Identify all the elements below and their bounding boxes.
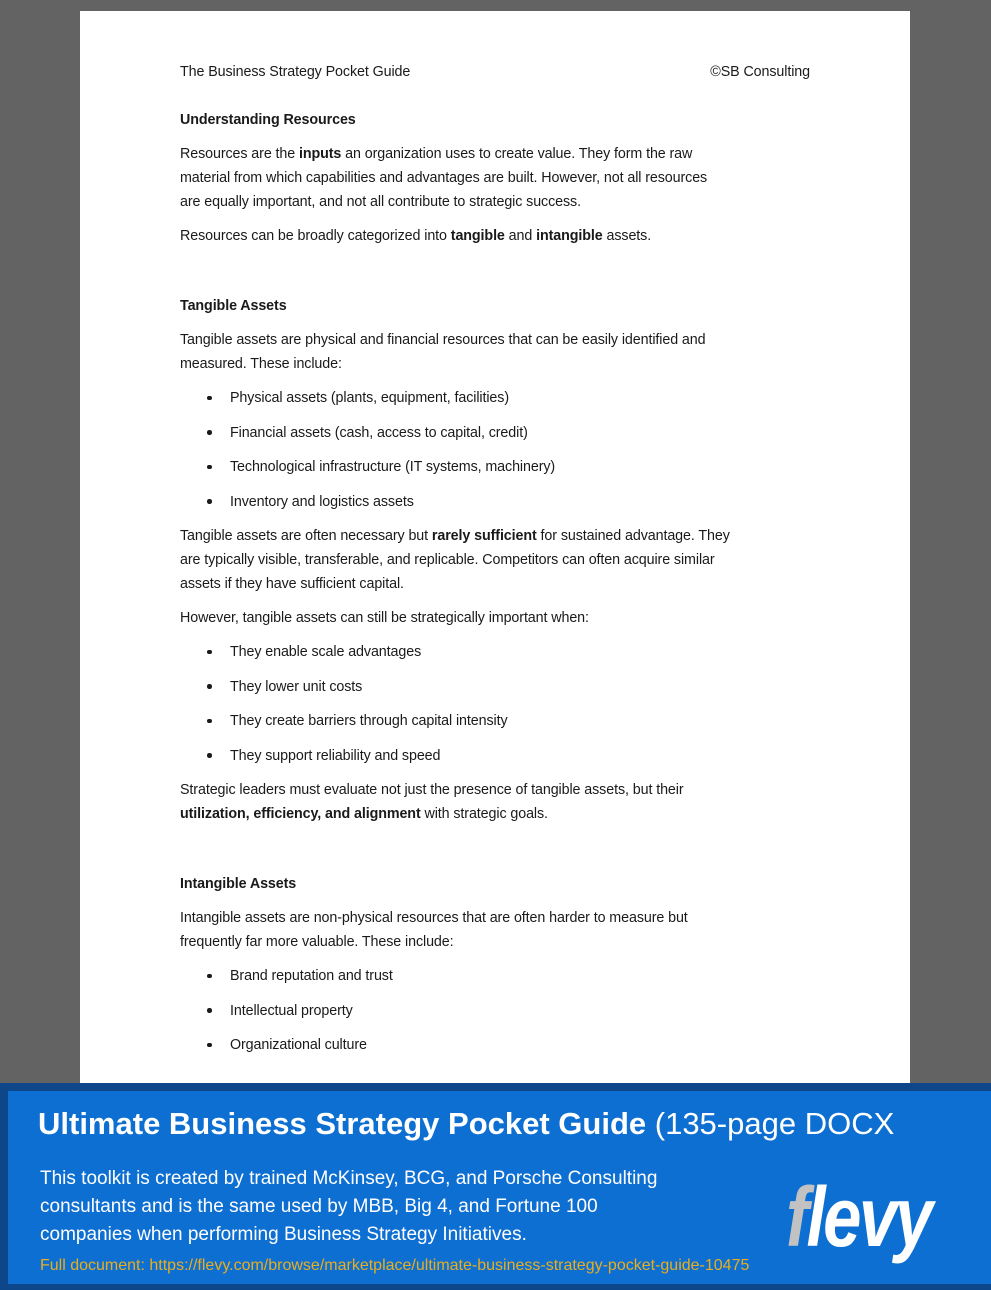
list-item: Technological infrastructure (IT systems, machinery)	[230, 455, 810, 479]
document-header	[180, 60, 810, 84]
banner-title	[38, 1105, 894, 1143]
doc-paragraph	[180, 778, 810, 826]
doc-text-bold: inputs	[299, 146, 342, 162]
doc-text: material from which capabilities and advantages are built. However, not all resources	[180, 170, 708, 186]
doc-spacer	[180, 258, 810, 294]
list-item: Inventory and logistics assets	[230, 490, 810, 514]
flevy-logo	[786, 1170, 931, 1264]
doc-text: Resources can be broadly categorized into	[180, 228, 451, 244]
doc-text: for sustained advantage. They	[536, 528, 730, 544]
list-item: They create barriers through capital intensity	[230, 709, 810, 733]
list-item: Organizational culture	[230, 1033, 810, 1057]
flevy-logo-levy: levy	[806, 1170, 931, 1264]
doc-text: are equally important, and not all contribute to strategic success.	[180, 194, 581, 210]
doc-line	[180, 224, 810, 248]
banner-description-line: consultants and is the same used by MBB, Big 4, and Fortune 100	[40, 1196, 598, 1217]
banner-description	[40, 1165, 657, 1249]
list-item: Financial assets (cash, access to capital, credit)	[230, 421, 810, 445]
document-title: The Business Strategy Pocket Guide	[180, 64, 411, 80]
doc-line	[180, 606, 810, 630]
doc-heading: Understanding Resources	[180, 112, 356, 128]
promo-banner	[0, 1083, 991, 1290]
list-item: They enable scale advantages	[230, 640, 810, 664]
doc-text: However, tangible assets can still be strategically important when:	[180, 610, 589, 626]
doc-text: assets.	[602, 228, 652, 244]
doc-text-bold: utilization, efficiency, and alignment	[180, 806, 421, 822]
doc-line	[180, 778, 810, 802]
list-item: Intellectual property	[230, 999, 810, 1023]
doc-line	[180, 142, 810, 166]
doc-text: with strategic goals.	[420, 806, 548, 822]
doc-paragraph	[180, 906, 810, 954]
bullet-list	[180, 386, 810, 514]
doc-line	[180, 328, 810, 352]
document-content	[80, 11, 910, 1057]
doc-text: Intangible assets are non-physical resources that are often harder to measure but	[180, 910, 688, 926]
list-item: They lower unit costs	[230, 675, 810, 699]
doc-paragraph	[180, 524, 810, 596]
bullet-list	[180, 640, 810, 768]
banner-description-line: This toolkit is created by trained McKinsey, BCG, and Porsche Consulting	[40, 1168, 658, 1189]
doc-line	[180, 906, 810, 930]
doc-paragraph	[180, 606, 810, 630]
document-body	[180, 108, 810, 1057]
doc-line	[180, 352, 810, 376]
doc-text: Strategic leaders must evaluate not just the presence of tangible assets, but their	[180, 782, 684, 798]
doc-text-bold: intangible	[536, 228, 603, 244]
doc-text: frequently far more valuable. These include:	[180, 934, 454, 950]
doc-paragraph	[180, 328, 810, 376]
banner-link-url[interactable]: https://flevy.com/browse/marketplace/ultimate-business-strategy-pocket-guide-10475	[149, 1257, 750, 1274]
doc-heading: Tangible Assets	[180, 298, 287, 314]
doc-text: measured. These include:	[180, 356, 342, 372]
promo-banner-inner	[8, 1091, 991, 1284]
banner-link-row	[40, 1255, 749, 1277]
list-item: Brand reputation and trust	[230, 964, 810, 988]
doc-text: assets if they have sufficient capital.	[180, 576, 404, 592]
banner-title-subtext: (135-page DOCX	[646, 1106, 895, 1141]
doc-line	[180, 930, 810, 954]
doc-line	[180, 166, 810, 190]
doc-line	[180, 548, 810, 572]
doc-text-bold: rarely sufficient	[431, 528, 537, 544]
doc-text: Tangible assets are physical and financial resources that can be easily identified and	[180, 332, 706, 348]
banner-title-bold: Ultimate Business Strategy Pocket Guide	[38, 1106, 647, 1141]
doc-text: are typically visible, transferable, and replicable. Competitors can often acquire similar	[180, 552, 715, 568]
doc-text: Resources are the	[180, 146, 299, 162]
doc-line	[180, 802, 810, 826]
flevy-logo-f: f	[786, 1170, 807, 1264]
doc-text-bold: tangible	[450, 228, 505, 244]
doc-line	[180, 524, 810, 548]
doc-text: Tangible assets are often necessary but	[180, 528, 432, 544]
doc-heading: Intangible Assets	[180, 876, 297, 892]
doc-paragraph	[180, 142, 810, 214]
doc-line	[180, 572, 810, 596]
doc-text: and	[504, 228, 537, 244]
list-item: They support reliability and speed	[230, 744, 810, 768]
bullet-list	[180, 964, 810, 1057]
doc-line	[180, 190, 810, 214]
doc-text: an organization uses to create value. They form the raw	[341, 146, 693, 162]
banner-description-line: companies when performing Business Strategy Initiatives.	[40, 1224, 527, 1245]
banner-link-label: Full document:	[40, 1257, 150, 1274]
document-copyright: ©SB Consulting	[710, 64, 810, 80]
doc-spacer	[180, 836, 810, 872]
doc-paragraph	[180, 224, 810, 248]
list-item: Physical assets (plants, equipment, facilities)	[230, 386, 810, 410]
